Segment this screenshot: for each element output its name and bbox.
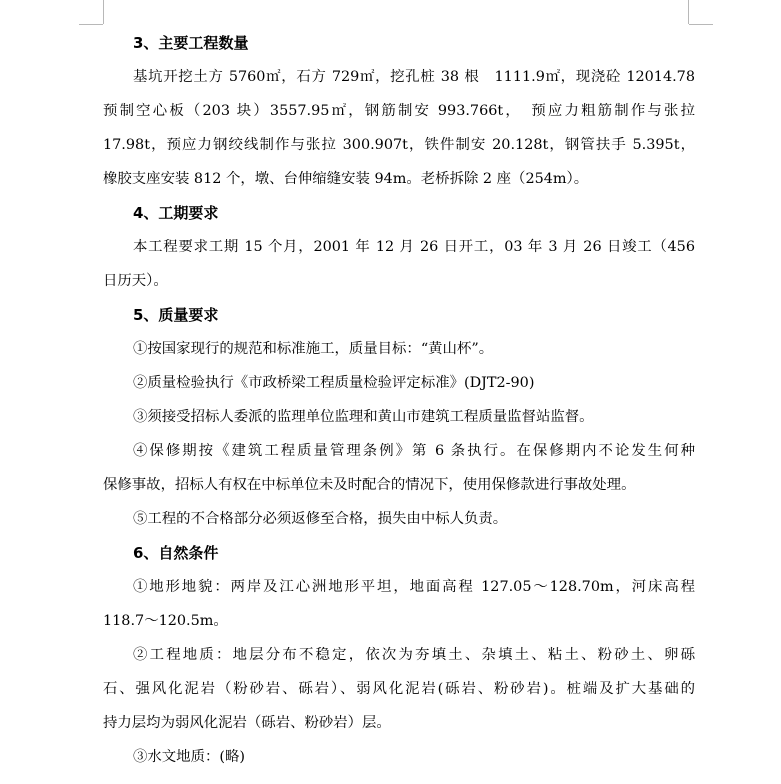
text-line: ②工程地质：地层分布不稳定，依次为夯填土、杂填土、粘土、粉砂土、卵砾	[133, 647, 695, 663]
text-line: ③水文地质：(略)	[133, 749, 245, 765]
text-line: ①按国家现行的规范和标准施工，质量目标：“黄山杯”。	[133, 341, 494, 357]
section-heading-schedule: 4、工期要求	[133, 204, 219, 222]
crop-mark-top-left-vertical	[103, 0, 104, 24]
text-line: 持力层均为弱风化泥岩（砾岩、粉砂岩）层。	[103, 715, 391, 731]
document-body	[103, 26, 695, 774]
crop-mark-top-right-horizontal	[689, 24, 713, 25]
text-line: 118.7～120.5m。	[103, 613, 228, 629]
text-line: 基坑开挖土方 5760㎡，石方 729㎡，挖孔桩 38 根 1111.9㎡，现浇砼 12014.78	[133, 69, 695, 85]
text-line: ⑤工程的不合格部分必须返修至合格，损失由中标人负责。	[133, 511, 508, 527]
section-heading-quantities: 3、主要工程数量	[133, 34, 249, 52]
text-line: 预制空心板（203 块）3557.95㎡，钢筋制安 993.766t， 预应力粗筋制作与张拉	[103, 103, 695, 119]
crop-mark-top-left-horizontal	[79, 24, 103, 25]
text-line: 保修事故，招标人有权在中标单位未及时配合的情况下，使用保修款进行事故处理。	[103, 477, 636, 493]
text-line: 17.98t，预应力钢绞线制作与张拉 300.907t，铁件制安 20.128t，钢管扶手 5.395t，	[103, 137, 695, 153]
crop-mark-top-right-vertical	[688, 0, 689, 24]
section-heading-natural-conditions: 6、自然条件	[133, 544, 219, 562]
section-heading-quality: 5、质量要求	[133, 306, 219, 324]
text-line: ②质量检验执行《市政桥梁工程质量检验评定标准》(DJT2-90)	[133, 375, 535, 391]
text-line: ①地形地貌：两岸及江心洲地形平坦，地面高程 127.05～128.70m，河床高程	[133, 579, 695, 595]
text-line: ④保修期按《建筑工程质量管理条例》第 6 条执行。在保修期内不论发生何种	[133, 443, 695, 459]
text-line: 橡胶支座安装 812 个，墩、台伸缩缝安装 94m。老桥拆除 2 座（254m）。	[103, 171, 589, 187]
text-line: 石、强风化泥岩（粉砂岩、砾岩）、弱风化泥岩(砾岩、粉砂岩)。桩端及扩大基础的	[103, 681, 695, 697]
text-line: ③须接受招标人委派的监理单位监理和黄山市建筑工程质量监督站监督。	[133, 409, 594, 425]
text-line: 本工程要求工期 15 个月，2001 年 12 月 26 日开工，03 年 3 月 26 日竣工（456	[133, 239, 695, 255]
text-line: 日历天）。	[103, 273, 168, 289]
